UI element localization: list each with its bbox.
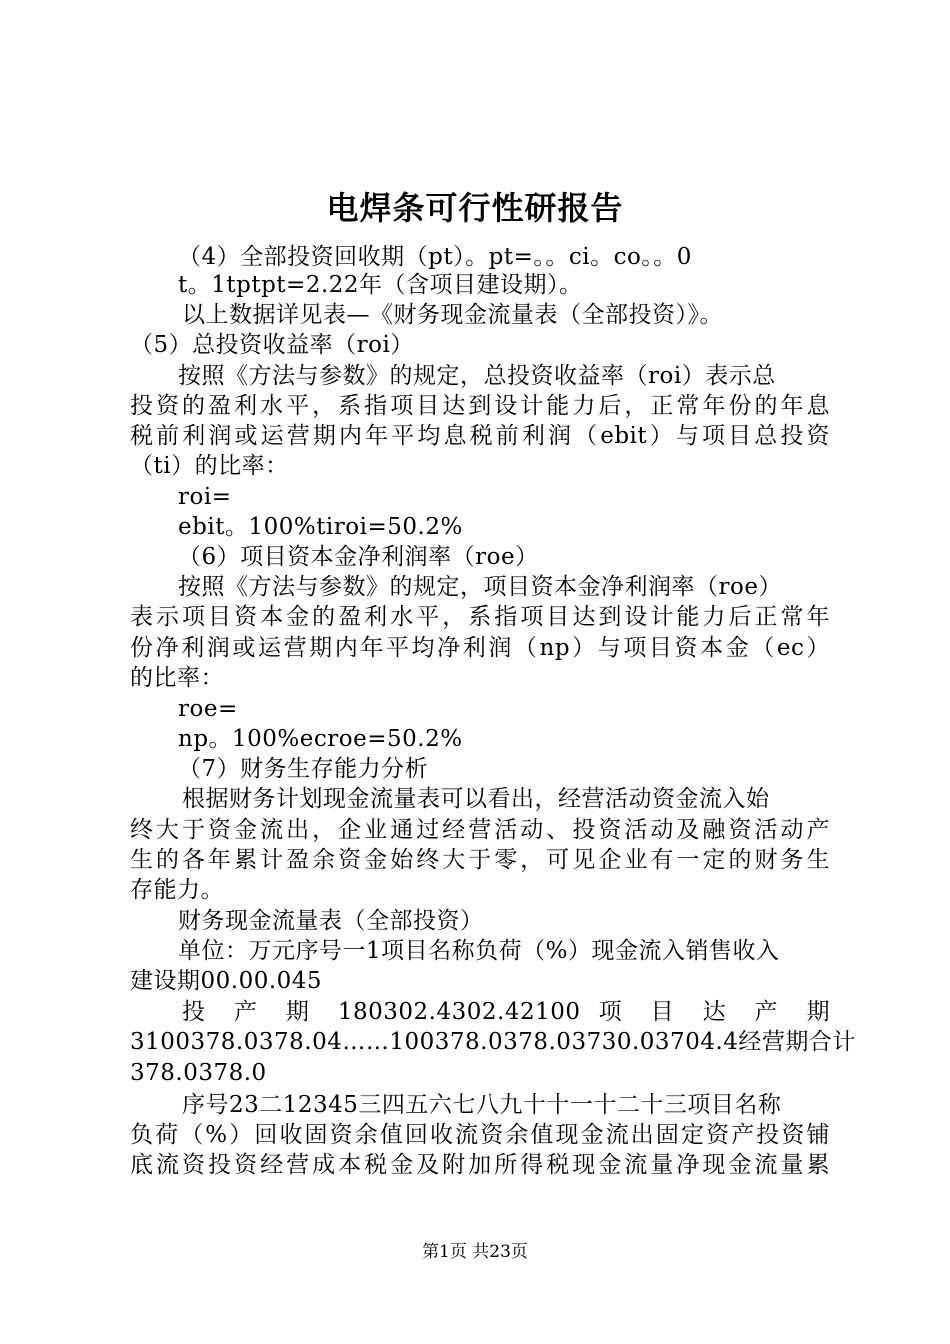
body-line: 存能力。 (130, 877, 224, 903)
formula-line: roi= (178, 484, 232, 510)
section-heading: （6）项目资本金净利润率（roe） (178, 544, 539, 570)
body-line: 税前利润或运营期内年平均息税前利润（ebit）与项目总投资 (130, 423, 830, 449)
body-line: （4）全部投资回收期（pt）。pt=。。ci。co。。0 (178, 244, 692, 270)
body-line: t。1tptpt=2.22年（含项目建设期）。 (178, 272, 583, 298)
body-line: 底流资投资经营成本税金及附加所得税现金流量净现金流量累 (130, 1152, 830, 1178)
body-line: 投资的盈利水平，系指项目达到设计能力后，正常年份的年息 (130, 393, 830, 419)
body-line: 表示项目资本金的盈利水平，系指项目达到设计能力后正常年 (130, 604, 830, 630)
section-heading: （7）财务生存能力分析 (178, 756, 429, 782)
document-title: 电焊条可行性研报告 (326, 189, 624, 227)
body-line: 按照《方法与参数》的规定，总投资收益率（roi）表示总 (178, 363, 776, 389)
body-line: 3100378.0378.04……100378.0378.03730.03704.4经营期合计 (130, 1029, 856, 1055)
body-line: （ti）的比率： (130, 453, 289, 479)
formula-line: ebit。100%tiroi=50.2% (178, 514, 463, 540)
body-line: 的比率： (130, 665, 224, 691)
table-caption: 财务现金流量表（全部投资） (178, 908, 484, 934)
formula-line: np。100%ecroe=50.2% (178, 726, 463, 752)
body-line: 单位：万元序号一1项目名称负荷（%）现金流入销售收入 (178, 938, 780, 964)
formula-line: roe= (178, 696, 238, 722)
section-heading: （5）总投资收益率（roi） (130, 332, 414, 358)
body-line: 生的各年累计盈余资金始终大于零，可见企业有一定的财务生 (130, 847, 830, 873)
body-line: 根据财务计划现金流量表可以看出，经营活动资金流入始 (182, 786, 770, 812)
body-line: 序号23二12345三四五六七八九十十一十二十三项目名称 (182, 1092, 782, 1118)
body-line: 378.0378.0 (130, 1060, 267, 1086)
body-line: 份净利润或运营期内年平均净利润（np）与项目资本金（ec） (130, 635, 830, 661)
body-line: 以上数据详见表—《财务现金流量表（全部投资）》。 (182, 302, 723, 328)
body-line: 投 产 期 180302.4302.42100 项 目 达 产 期 (182, 999, 830, 1025)
body-line: 按照《方法与参数》的规定，项目资本金净利润率（roe） (178, 574, 782, 600)
page-number: 第1页 共23页 (422, 1242, 528, 1262)
body-line: 建设期00.00.045 (130, 968, 323, 994)
body-line: 负荷（%）回收固资余值回收流资余值现金流出固定资产投资铺 (130, 1122, 830, 1148)
body-line: 终大于资金流出，企业通过经营活动、投资活动及融资活动产 (130, 817, 830, 843)
